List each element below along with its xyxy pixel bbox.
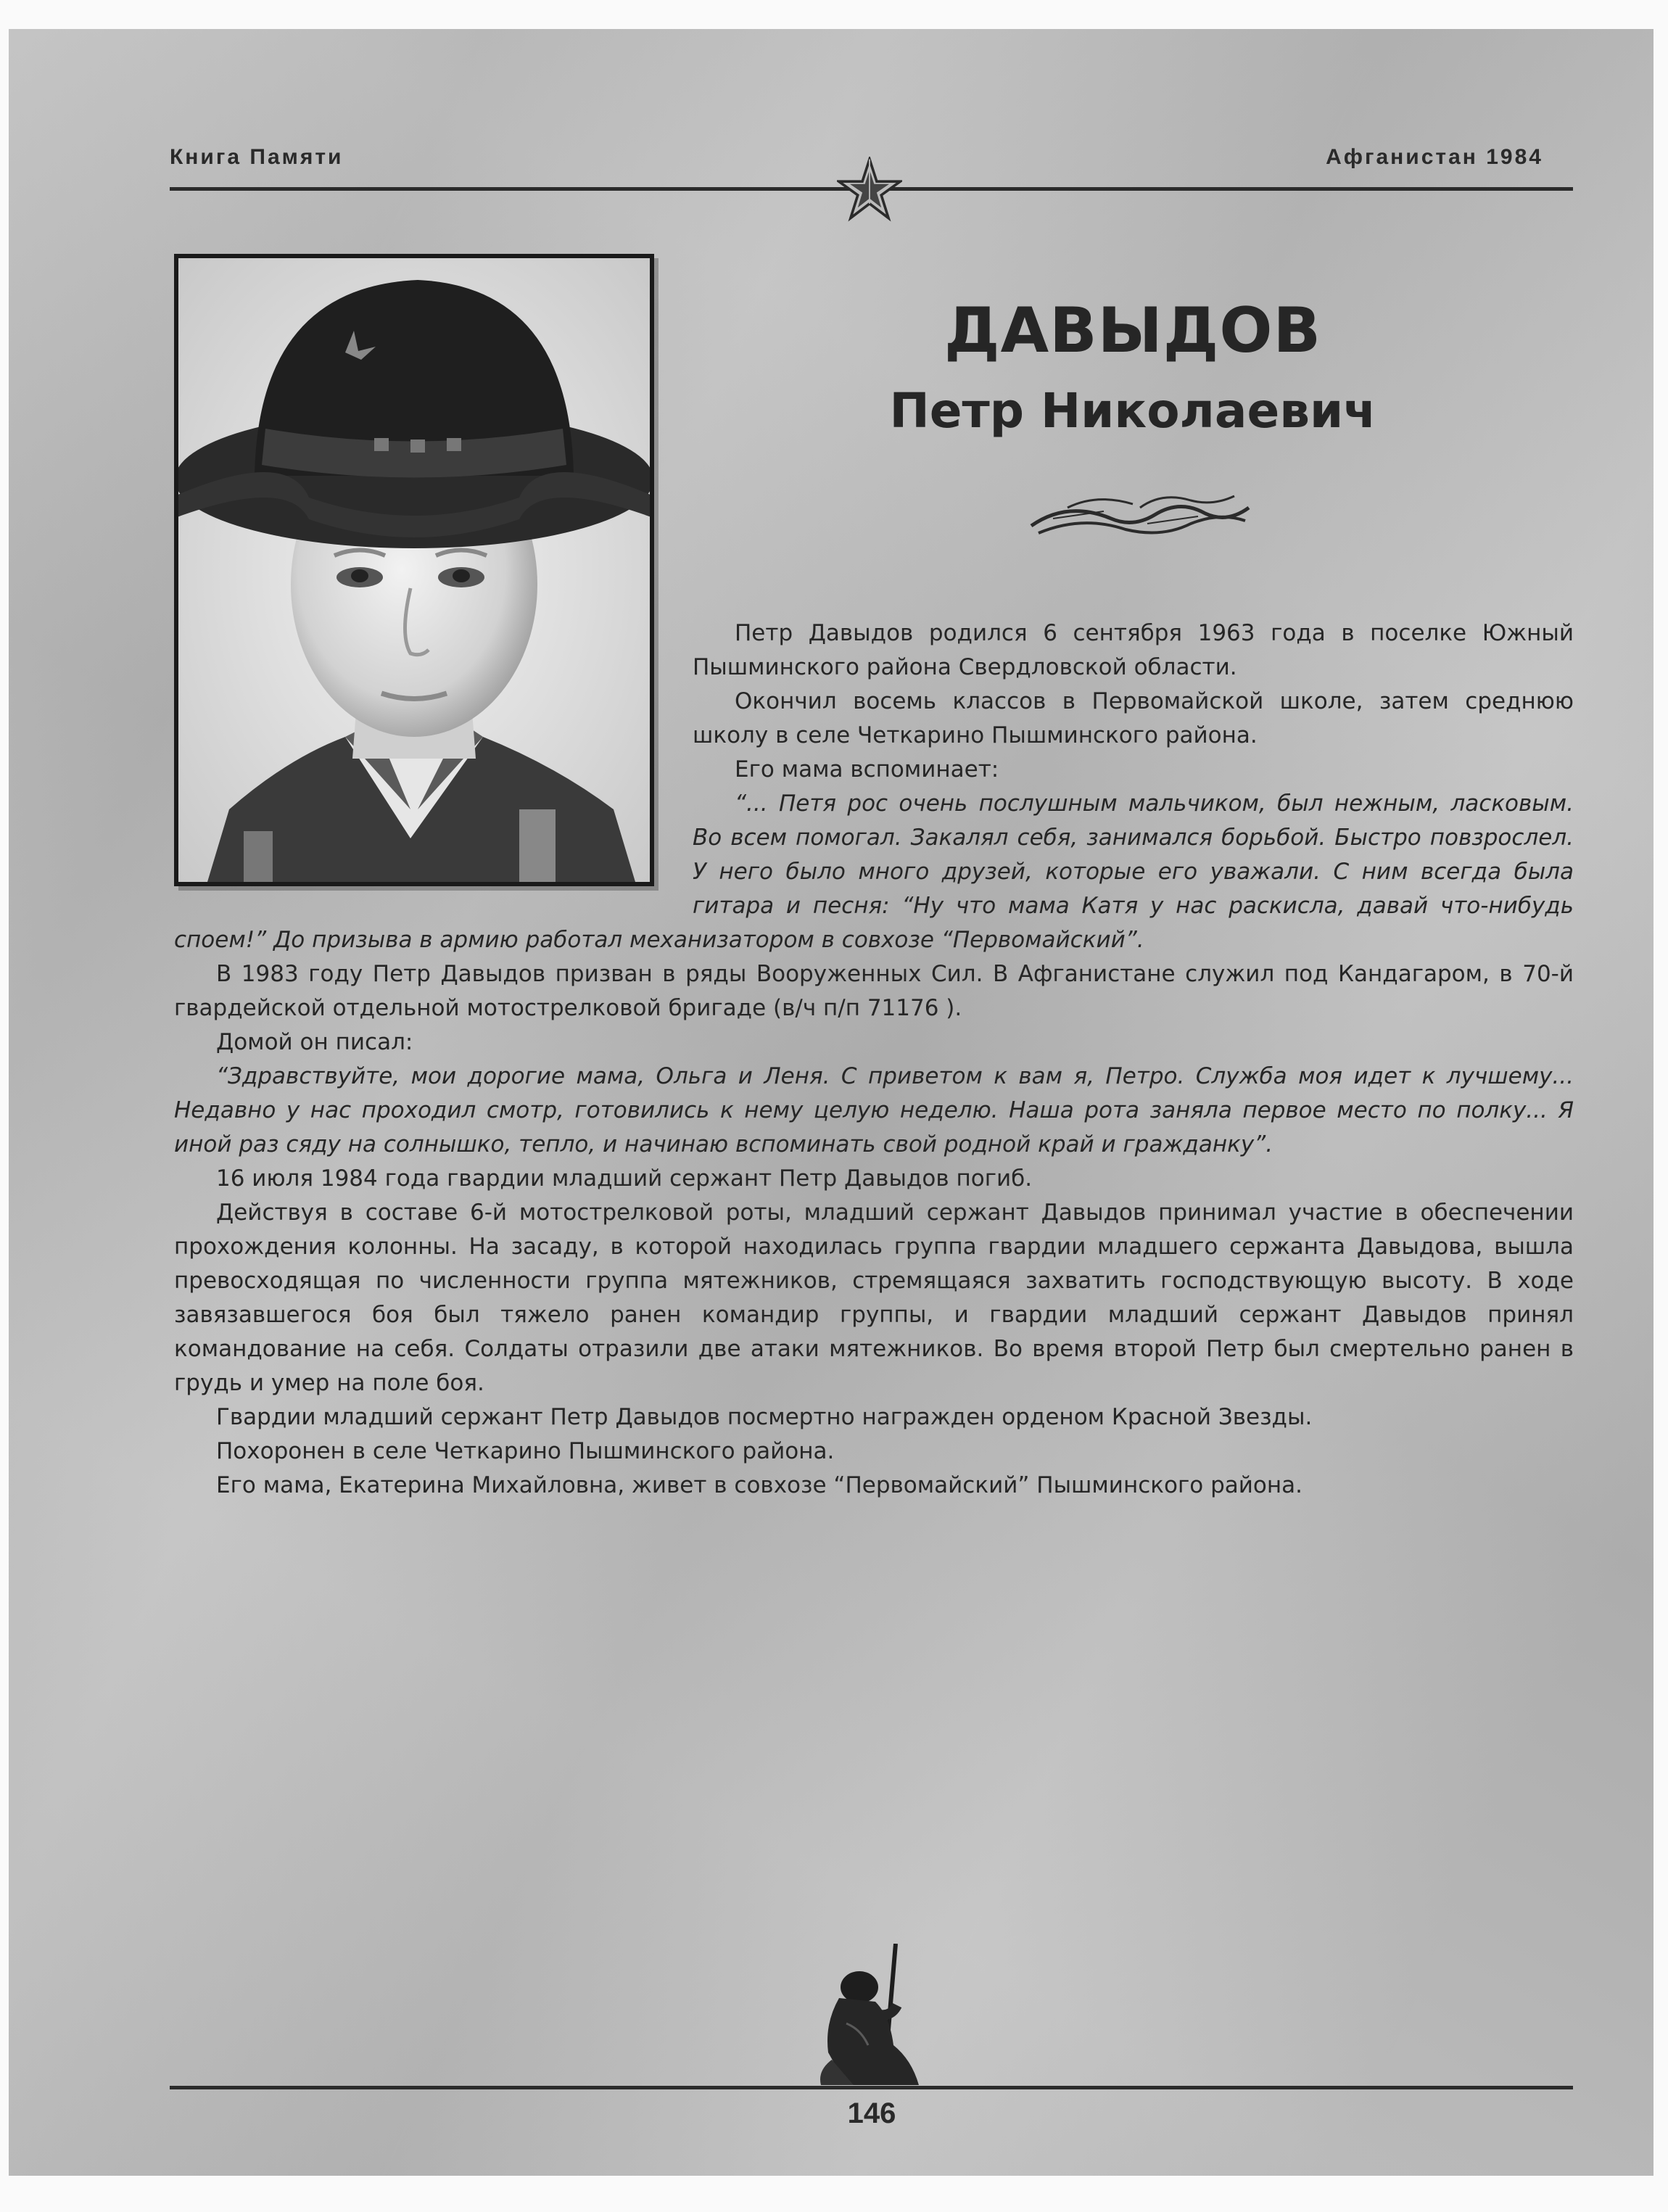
biography-text xyxy=(174,616,1574,1503)
person-given-names: Петр Николаевич xyxy=(889,383,1376,439)
flourish-ornament xyxy=(1024,486,1256,544)
paragraph-education: Окончил восемь классов в Первомайской школе, затем среднюю школу в селе Четкарино Пышминского района. xyxy=(693,688,1574,748)
running-head-book-title: Книга Памяти xyxy=(170,145,344,169)
paragraph-mother-intro: Его мама вспоминает: xyxy=(735,756,999,783)
page-number: 146 xyxy=(847,2097,896,2129)
star-icon xyxy=(837,157,902,222)
paragraph-conscription: В 1983 году Петр Давыдов призван в ряды Вооруженных Сил. В Афганистане служил под Кандагаром, в 70-й гвардейской отдельной мотострелковой бригаде (в/ч п/п 71176 ). xyxy=(174,961,1574,1021)
person-surname: ДАВЫДОВ xyxy=(944,294,1322,367)
book-page xyxy=(9,29,1653,2176)
paragraph-award: Гвардии младший сержант Петр Давыдов посмертно награжден орденом Красной Звезды. xyxy=(216,1404,1313,1430)
paragraph-letter-quote: “Здравствуйте, мои дорогие мама, Ольга и Леня. С приветом к вам я, Петро. Служба моя идет к лучшему... Недавно у нас проходил смотр, готовились к нему целую неделю. Наша рота заняла первое место по полку... Я иной раз сяду на солнышко, тепло, и начинаю вспоминать свой родной край и гражданку”. xyxy=(174,1063,1574,1157)
paragraph-burial: Похоронен в селе Четкарино Пышминского района. xyxy=(216,1438,835,1464)
footer-rule xyxy=(170,2086,1573,2089)
paragraph-letter-intro: Домой он писал: xyxy=(216,1029,413,1055)
running-head-section: Афганистан 1984 xyxy=(1326,145,1543,169)
paragraph-birth: Петр Давыдов родился 6 сентября 1963 года в поселке Южный Пышминского района Свердловской области. xyxy=(693,620,1574,680)
paragraph-death: 16 июля 1984 года гвардии младший сержант Петр Давыдов погиб. xyxy=(216,1165,1033,1192)
kneeling-soldier-icon xyxy=(803,1944,948,2089)
paragraph-battle: Действуя в составе 6-й мотострелковой роты, младший сержант Давыдов принимал участие в обеспечении прохождения колонны. На засаду, в которой находилась группа гвардии младшего сержанта Давыдова, вышла превосходящая по численности группа мятежников, стремящаяся захватить господствующую высоту. В ходе завязавшегося боя был тяжело ранен командир группы, и гвардии младший сержант Давыдов принял командование на себя. Солдаты отразили две атаки мятежников. Во время второй Петр был смертельно ранен в грудь и умер на поле боя. xyxy=(174,1200,1574,1396)
paragraph-mother-quote: “... Петя рос очень послушным мальчиком, был нежным, ласковым. Во всем помогал. Закалял себя, занимался борьбой. Быстро повзрослел. У него было много друзей, которые его уважали. С ним всегда была гитара и песня: “Ну что мама Катя у нас раскисла, давай что-нибудь споем!” До призыва в армию работал механизатором в совхозе “Первомайский”. xyxy=(174,791,1574,953)
photo-wrap-space xyxy=(174,616,693,892)
paragraph-mother-residence: Его мама, Екатерина Михайловна, живет в совхозе “Первомайский” Пышминского района. xyxy=(216,1472,1302,1498)
